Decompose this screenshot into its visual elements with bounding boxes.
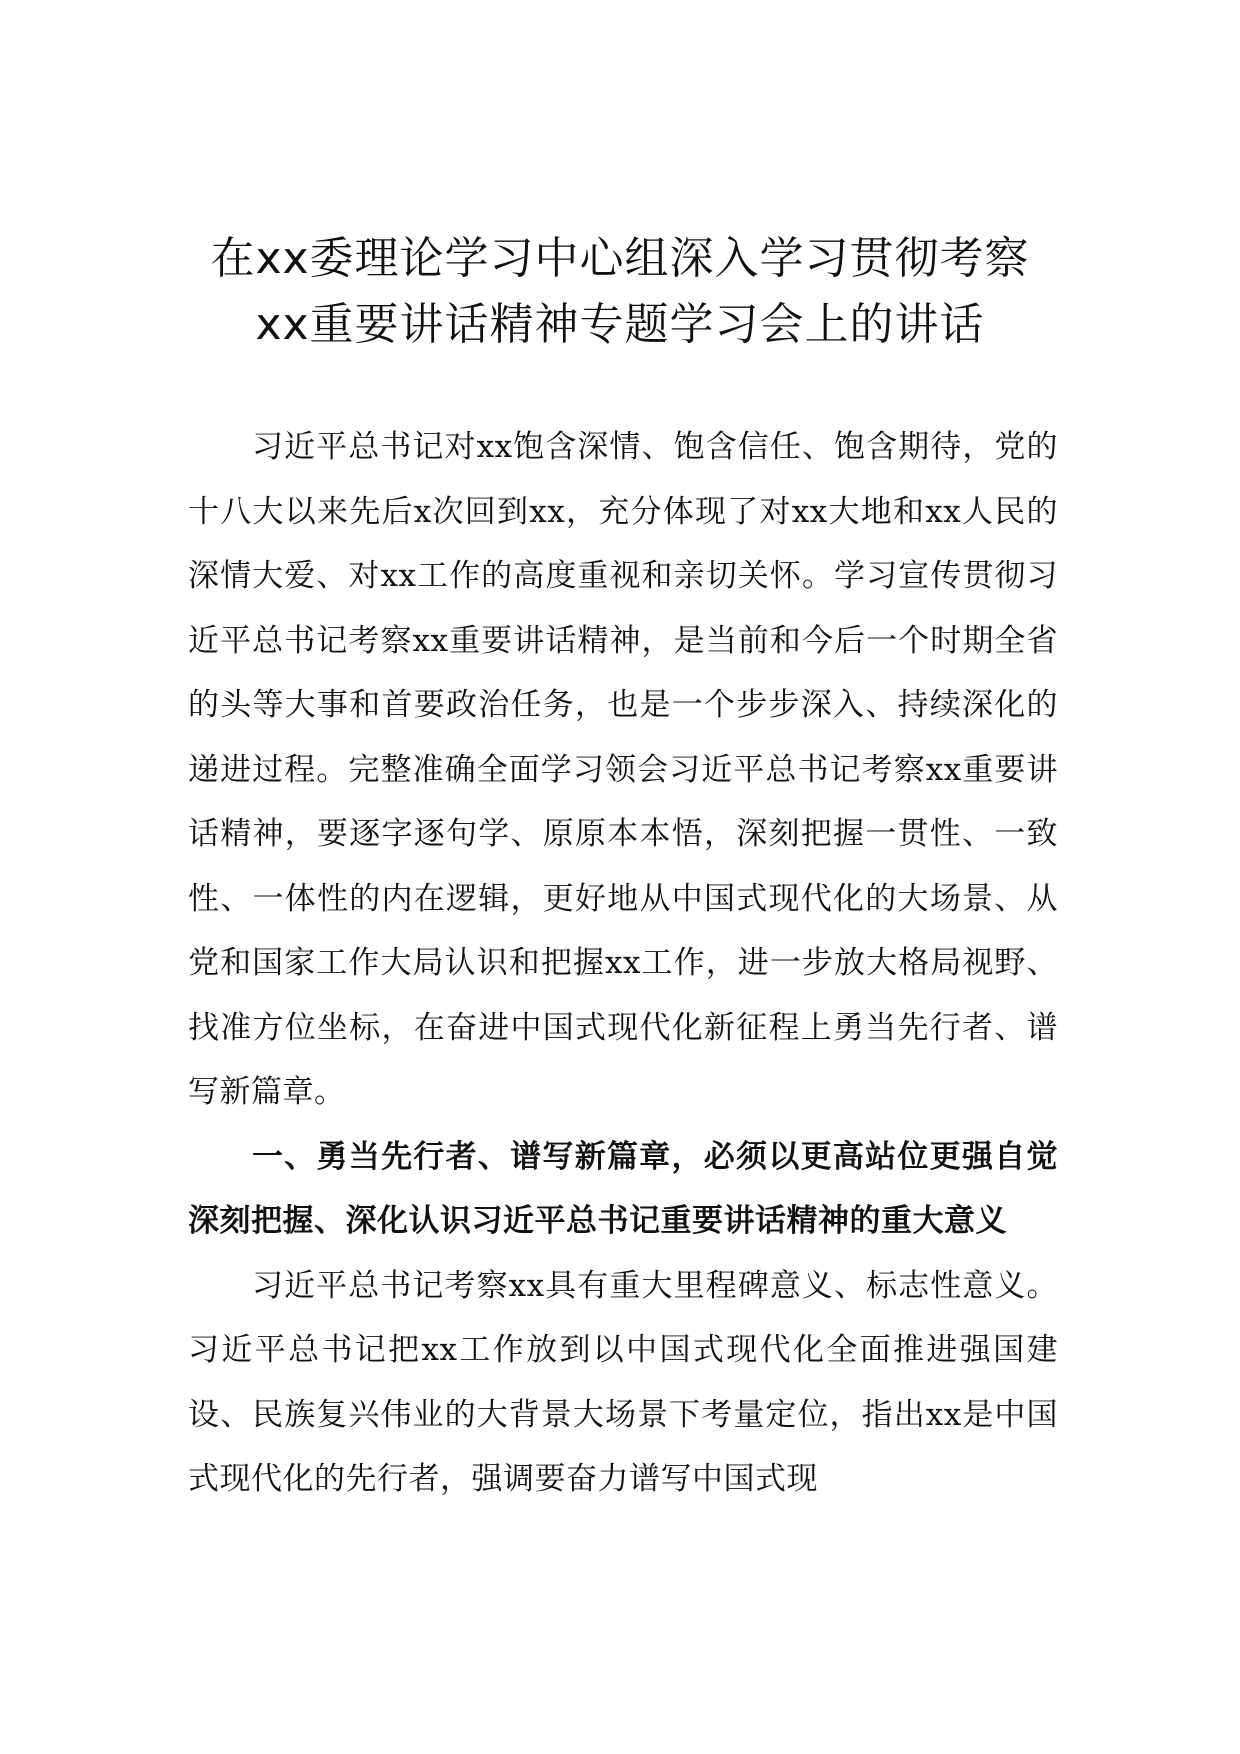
intro-paragraph: 习近平总书记对xx饱含深情、饱含信任、饱含期待，党的十八大以来先后x次回到xx，充分体现了对xx大地和xx人民的深情大爱、对xx工作的高度重视和亲切关怀。学习宣传贯彻习近平总书记考察xx重要讲话精神，是当前和今后一个时期全省的头等大事和首要政治任务，也是一个步步深入、持续深化的递进过程。完整准确全面学习领会习近平总书记考察xx重要讲话精神，要逐字逐句学、原原本本悟，深刻把握一贯性、一致性、一体性的内在逻辑，更好地从中国式现代化的大场景、从党和国家工作大局认识和把握xx工作，进一步放大格局视野、找准方位坐标，在奋进中国式现代化新征程上勇当先行者、谱写新篇章。 <box>188 429 1058 1110</box>
section-1-paragraph: 习近平总书记考察xx具有重大里程碑意义、标志性意义。习近平总书记把xx工作放到以中国式现代化全面推进强国建设、民族复兴伟业的大背景大场景下考量定位，指出xx是中国式现代化的先行者，强调要奋力谱写中国式现 <box>188 1267 1058 1497</box>
document-title <box>150 226 1090 358</box>
document-body <box>188 415 1058 1512</box>
section-heading-1: 一、勇当先行者、谱写新篇章，必须以更高站位更强自觉深刻把握、深化认识习近平总书记重要讲话精神的重大意义 <box>188 1138 1058 1239</box>
title-line-1: 在xx委理论学习中心组深入学习贯彻考察 <box>210 233 1030 284</box>
title-line-2: xx重要讲话精神专题学习会上的讲话 <box>255 299 985 350</box>
